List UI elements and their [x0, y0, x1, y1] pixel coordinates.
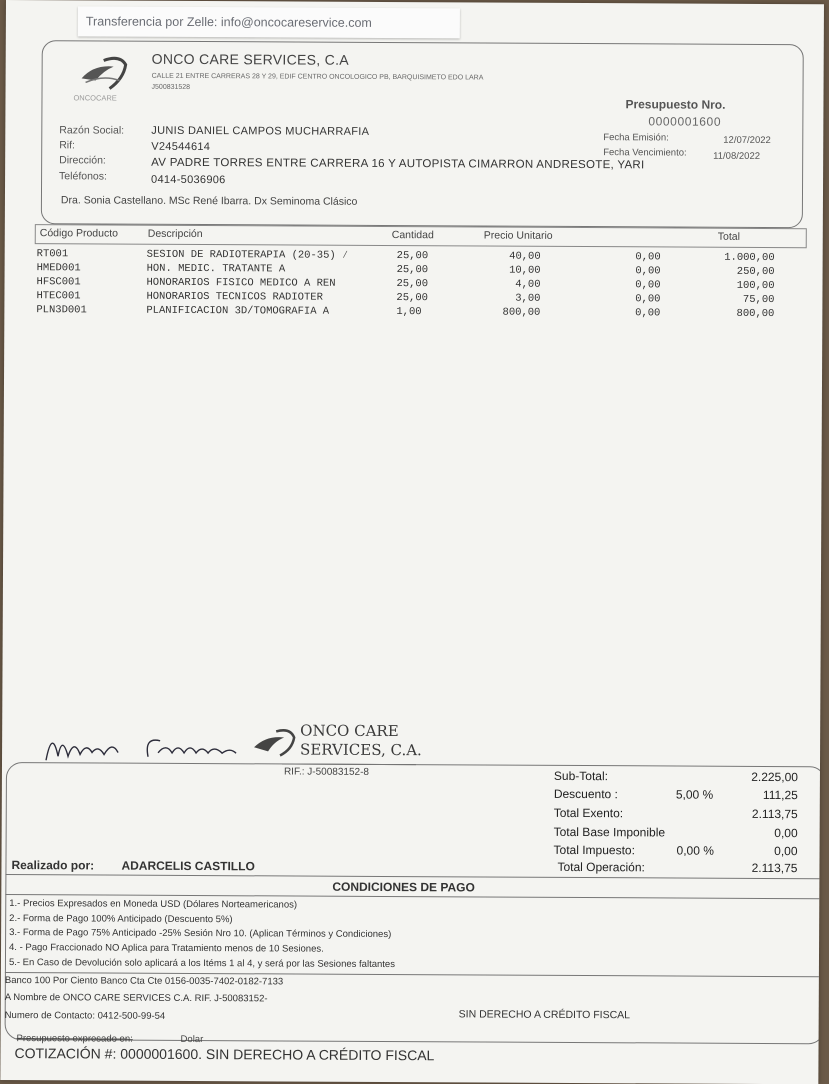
rif-label: Rif:	[59, 139, 76, 152]
row-descuento: 0,00	[635, 293, 661, 306]
row-precio: 10,00	[509, 264, 541, 277]
quote-number: 0000001600	[648, 114, 722, 129]
issue-date: 12/07/2022	[723, 134, 771, 147]
row-precio: 40,00	[509, 250, 541, 263]
table-body	[36, 248, 787, 321]
col-codigo: Código Producto	[39, 227, 119, 240]
condicion-item: 1.- Precios Expresados en Moneda USD (Dólares Norteamericanos)	[9, 898, 298, 911]
exento-label: Total Exento:	[553, 805, 624, 821]
row-codigo: RT001	[36, 248, 69, 261]
row-descuento: 0,00	[635, 265, 661, 278]
due-date: 11/08/2022	[713, 150, 761, 162]
descuento-pct: 5,00 %	[675, 787, 714, 802]
row-codigo: HFSC001	[36, 276, 81, 289]
expresado-label: Presupuesto expresado en:	[16, 1033, 133, 1045]
operacion-value: 2.113,75	[751, 860, 798, 876]
logo-caption: ONCOCARE	[73, 93, 117, 103]
direccion: AV PADRE TORRES ENTRE CARRERA 16 Y AUTOPISTA CIMARRON ANDRESOTE, YARI	[151, 156, 645, 172]
company-rif: J500831528	[151, 83, 191, 91]
table-header	[35, 224, 807, 248]
row-precio: 4,00	[515, 278, 541, 291]
row-precio: 800,00	[502, 306, 541, 319]
banco-line1: Banco 100 Por Ciento Banco Cta Cte 0156-0035-7402-0182-7133	[4, 975, 284, 988]
razon-social: JUNIS DANIEL CAMPOS MUCHARRAFIA	[151, 124, 370, 138]
condicion-item: 4. - Pago Fraccionado NO Aplica para Tratamiento menos de 10 Sesiones.	[9, 942, 324, 955]
descuento-label: Descuento :	[553, 786, 618, 802]
operacion-label: Total Operación:	[557, 859, 645, 875]
stamp-line2: SERVICES, C.A.	[300, 740, 422, 760]
stamp-rif: RIF.: J-50083152-8	[283, 766, 370, 778]
col-total: Total	[717, 230, 740, 243]
zelle-text: Transferencia por Zelle: info@oncocareservice.com	[85, 14, 372, 30]
table-row	[36, 304, 786, 322]
client-rif: V24544614	[151, 140, 211, 154]
direccion-label: Dirección:	[59, 154, 106, 167]
col-descripcion: Descripción	[147, 227, 203, 241]
impuesto-label: Total Impuesto:	[553, 842, 635, 858]
realizado-label: Realizado por:	[11, 858, 95, 873]
row-total: 800,00	[736, 307, 775, 321]
due-date-label: Fecha Vencimiento:	[603, 147, 687, 159]
row-descuento: 0,00	[635, 279, 661, 292]
stamp-logo-icon	[250, 725, 300, 761]
doctors-note: Dra. Sonia Castellano. MSc René Ibarra. Dx Seminoma Clásico	[60, 194, 358, 208]
row-descripcion: HONORARIOS FISICO MEDICO A REN	[146, 276, 336, 290]
row-codigo: PLN3D001	[36, 304, 87, 317]
exento-value: 2.113,75	[751, 806, 798, 822]
issue-date-label: Fecha Emisión:	[603, 132, 669, 144]
impuesto-value: 0,00	[774, 844, 798, 859]
row-codigo: HMED001	[36, 262, 81, 275]
banco-line2: A Nombre de ONCO CARE SERVICES C.A. RIF. J-50083152-	[4, 992, 271, 1005]
row-cantidad: 1,00	[396, 306, 422, 319]
row-descripcion: PLANIFICACION 3D/TOMOGRAFIA A	[146, 304, 330, 318]
col-precio: Precio Unitario	[483, 229, 553, 242]
base-imponible-value: 0,00	[774, 826, 798, 841]
row-cantidad: 25,00	[396, 264, 429, 277]
telefono: 0414-5036906	[151, 173, 226, 187]
razon-social-label: Razón Social:	[59, 124, 125, 137]
row-total: 100,00	[736, 279, 775, 293]
row-descripcion: HON. MEDIC. TRATANTE A	[146, 262, 286, 276]
row-cantidad: 25,00	[396, 250, 429, 263]
row-cantidad: 25,00	[396, 292, 428, 305]
quote-title: Presupuesto Nro.	[625, 97, 726, 112]
realizado-name: ADARCELIS CASTILLO	[121, 858, 255, 874]
row-descuento: 0,00	[635, 307, 661, 320]
row-descuento: 0,00	[635, 251, 661, 264]
row-cantidad: 25,00	[396, 278, 429, 291]
stamp-line1: ONCO CARE	[300, 721, 399, 741]
col-cantidad: Cantidad	[391, 229, 434, 242]
banco-contacto: Numero de Contacto: 0412-500-99-54	[4, 1010, 166, 1022]
row-total: 75,00	[742, 293, 775, 307]
cotizacion-footer: COTIZACIÓN #: 0000001600. SIN DERECHO A CRÉDITO FISCAL	[14, 1045, 435, 1064]
subtotal-label: Sub-Total:	[553, 768, 609, 784]
condicion-item: 2.- Forma de Pago 100% Anticipado (Descuento 5%)	[9, 913, 233, 926]
row-descripcion: HONORARIOS TECNICOS RADIOTER	[146, 290, 323, 304]
row-precio: 3,00	[515, 292, 541, 305]
impuesto-pct: 0,00 %	[676, 843, 714, 858]
company-name: ONCO CARE SERVICES, C.A	[151, 50, 349, 68]
moneda: Dolar	[180, 1033, 204, 1046]
condicion-item: 3.- Forma de Pago 75% Anticipado -25% Sesión Nro 10. (Aplican Términos y Condiciones)	[9, 927, 392, 941]
base-imponible-label: Total Base Imponible	[553, 824, 666, 840]
descuento-value: 111,25	[762, 787, 798, 803]
subtotal-value: 2.225,00	[751, 769, 798, 785]
row-total: 1.000,00	[724, 251, 775, 265]
sin-derecho-label: SIN DERECHO A CRÉDITO FISCAL	[458, 1008, 631, 1022]
condiciones-title: CONDICIONES DE PAGO	[332, 879, 475, 895]
company-address: CALLE 21 ENTRE CARRERAS 28 Y 29, EDIF CENTRO ONCOLOGICO PB, BARQUISIMETO EDO LARA	[151, 72, 484, 82]
row-descripcion: SESION DE RADIOTERAPIA (20-35) ⁄	[146, 248, 349, 262]
row-codigo: HTEC001	[36, 290, 81, 303]
zelle-strip	[78, 6, 460, 38]
row-total: 250,00	[736, 265, 775, 279]
telefono-label: Teléfonos:	[59, 170, 107, 183]
condicion-item: 5.- En Caso de Devolución solo aplicará a los Itéms 1 al 4, y será por las Sesiones faltantes	[8, 957, 395, 971]
